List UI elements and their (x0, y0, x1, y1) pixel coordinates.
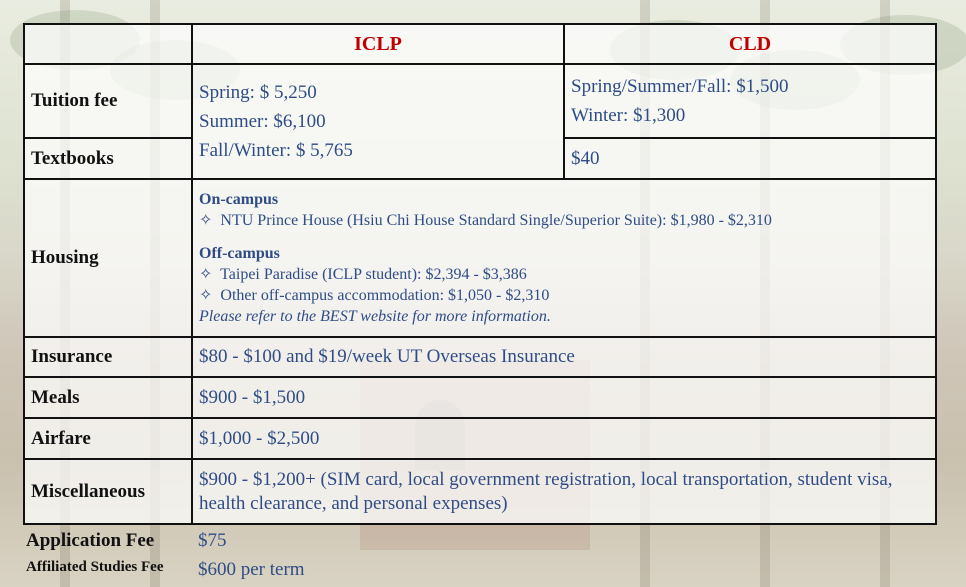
affiliated-fee-label: Affiliated Studies Fee (26, 559, 164, 575)
sparkle-bullet-icon: ✧ (199, 287, 213, 304)
housing-row (24, 179, 936, 337)
cld-textbooks-value: $40 (564, 138, 936, 179)
insurance-label: Insurance (24, 337, 192, 377)
application-fee-label: Application Fee (26, 530, 155, 551)
iclp-header: ICLP (192, 24, 564, 64)
iclp-tuition-value (192, 64, 564, 179)
off-campus-heading: Off-campus (199, 245, 280, 262)
housing-note: Please refer to the BEST website for more information. (199, 308, 551, 325)
off-campus-item: ✧ Taipei Paradise (ICLP student): $2,394 - $3,386 (199, 266, 527, 283)
meals-value: $900 - $1,500 (192, 377, 936, 418)
cld-header: CLD (564, 24, 936, 64)
cld-tuition-spring-summer-fall: Spring/Summer/Fall: $1,500 (571, 76, 789, 97)
iclp-tuition-fall-winter: Fall/Winter: $ 5,765 (199, 140, 353, 161)
cld-tuition-winter: Winter: $1,300 (571, 105, 686, 126)
iclp-tuition-spring: Spring: $ 5,250 (199, 82, 317, 103)
fee-table (23, 23, 937, 525)
meals-row (24, 377, 936, 418)
sparkle-bullet-icon: ✧ (199, 212, 213, 229)
insurance-value: $80 - $100 and $19/week UT Overseas Insurance (192, 337, 936, 377)
off-campus-item: ✧ Other off-campus accommodation: $1,050 - $2,310 (199, 287, 550, 304)
textbooks-label: Textbooks (24, 138, 192, 179)
housing-label: Housing (24, 179, 192, 337)
empty-header-cell (24, 24, 192, 64)
insurance-row (24, 337, 936, 377)
misc-value: $900 - $1,200+ (SIM card, local government registration, local transportation, student visa, health clearance, and personal expenses) (192, 459, 936, 524)
tuition-label: Tuition fee (24, 64, 192, 138)
airfare-label: Airfare (24, 418, 192, 459)
airfare-row (24, 418, 936, 459)
housing-value (192, 179, 936, 337)
sparkle-bullet-icon: ✧ (199, 266, 213, 283)
header-row (24, 24, 936, 64)
meals-label: Meals (24, 377, 192, 418)
on-campus-item: ✧ NTU Prince House (Hsiu Chi House Standard Single/Superior Suite): $1,980 - $2,310 (199, 212, 772, 229)
tuition-row (24, 64, 936, 138)
cld-tuition-value (564, 64, 936, 138)
misc-label: Miscellaneous (24, 459, 192, 524)
iclp-tuition-summer: Summer: $6,100 (199, 111, 326, 132)
affiliated-fee-value: $600 per term (198, 559, 305, 580)
on-campus-heading: On-campus (199, 191, 279, 208)
airfare-value: $1,000 - $2,500 (192, 418, 936, 459)
application-fee-value: $75 (198, 530, 227, 551)
misc-row (24, 459, 936, 524)
